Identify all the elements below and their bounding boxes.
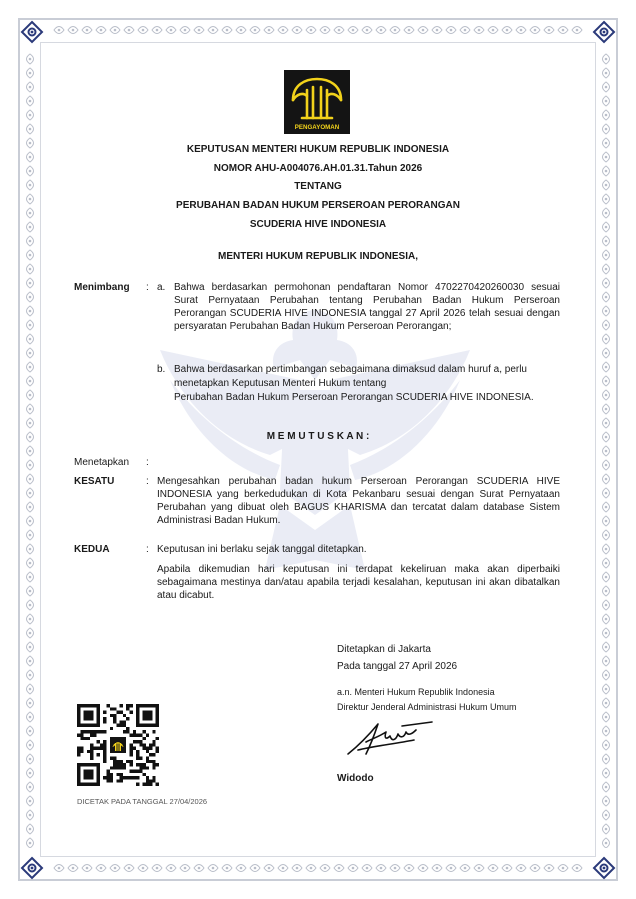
point-a-text: Bahwa berdasarkan permohonan pendaftaran Nomor 4702270420260030 sesuai Surat Pernyataan Perubahan tentang Perubahan Badan Hukum Perseroan Perorangan SCUDERIA HIVE INDONESIA tanggal 27 April 2026 telah sesuai dengan persyaratan Perubahan Badan Hukum Perseroan Perorangan; [174, 282, 560, 332]
signature-place: Ditetapkan di Jakarta [337, 644, 431, 655]
top-border-pattern [52, 22, 584, 38]
kesatu-text: Mengesahkan perubahan badan hukum Perseroan Perorangan SCUDERIA HIVE INDONESIA yang berkedudukan di Kota Pekanbaru sesuai dengan Surat Pernyataan Perubahan yang dibuat oleh BAGUS KHARISMA dan tercatat dalam database Sistem Administrasi Badan Hukum. [157, 476, 560, 526]
company-name: SCUDERIA HIVE INDONESIA [249, 219, 387, 230]
corner-ornament-icon [20, 20, 44, 44]
menetapkan-label: Menetapkan [74, 457, 130, 468]
decree-about: TENTANG [294, 181, 342, 192]
signature-on-behalf: a.n. Menteri Hukum Republik Indonesia [337, 687, 495, 697]
point-b-marker: b. [157, 364, 166, 375]
point-b-line: Perubahan Badan Hukum Perseroan Perorangan SCUDERIA HIVE INDONESIA. [174, 392, 534, 403]
kedua-label: KEDUA [74, 544, 110, 555]
signatory-name: Widodo [337, 773, 374, 784]
kesatu-label: KESATU [74, 476, 115, 487]
decree-title: KEPUTUSAN MENTERI HUKUM REPUBLIK INDONESIA [186, 144, 450, 155]
corner-ornament-icon [592, 20, 616, 44]
kedua-colon: : [146, 544, 149, 555]
decree-subject: PERUBAHAN BADAN HUKUM PERSEROAN PERORANGAN [176, 200, 460, 211]
bottom-border-pattern [52, 860, 584, 876]
pengayoman-logo [284, 70, 350, 134]
memutuskan-heading: M E M U T U S K A N : [266, 431, 370, 442]
kedua-text-2: Apabila dikemudian hari keputusan ini terdapat kekeliruan maka akan diperbaiki sebagaimana mestinya dan/atau apabila terjadi kesalahan, keputusan ini akan dibatalkan atau dicabut. [157, 564, 560, 601]
kedua-text: Keputusan ini berlaku sejak tanggal ditetapkan. [157, 544, 367, 555]
point-b-line: menetapkan Keputusan Menteri Hukum tentang [174, 378, 387, 389]
qr-code [77, 704, 159, 786]
point-b-line: Bahwa berdasarkan pertimbangan sebagaimana dimaksud dalam huruf a, perlu [174, 364, 527, 375]
point-a-marker: a. [157, 282, 166, 293]
menimbang-colon: : [146, 282, 149, 293]
kesatu-colon: : [146, 476, 149, 487]
menetapkan-colon: : [146, 457, 149, 468]
printed-date: DICETAK PADA TANGGAL 27/04/2026 [77, 797, 208, 806]
decree-number: NOMOR AHU-A004076.AH.01.31.Tahun 2026 [213, 163, 423, 174]
minister-title: MENTERI HUKUM REPUBLIK INDONESIA, [217, 251, 418, 262]
signature-date: Pada tanggal 27 April 2026 [337, 661, 458, 672]
logo-text: PENGAYOMAN [294, 124, 340, 131]
corner-ornament-icon [592, 856, 616, 880]
corner-ornament-icon [20, 856, 44, 880]
signature-position: Direktur Jenderal Administrasi Hukum Umum [337, 702, 517, 712]
handwritten-signature [344, 716, 436, 758]
menimbang-label: Menimbang [74, 282, 130, 293]
